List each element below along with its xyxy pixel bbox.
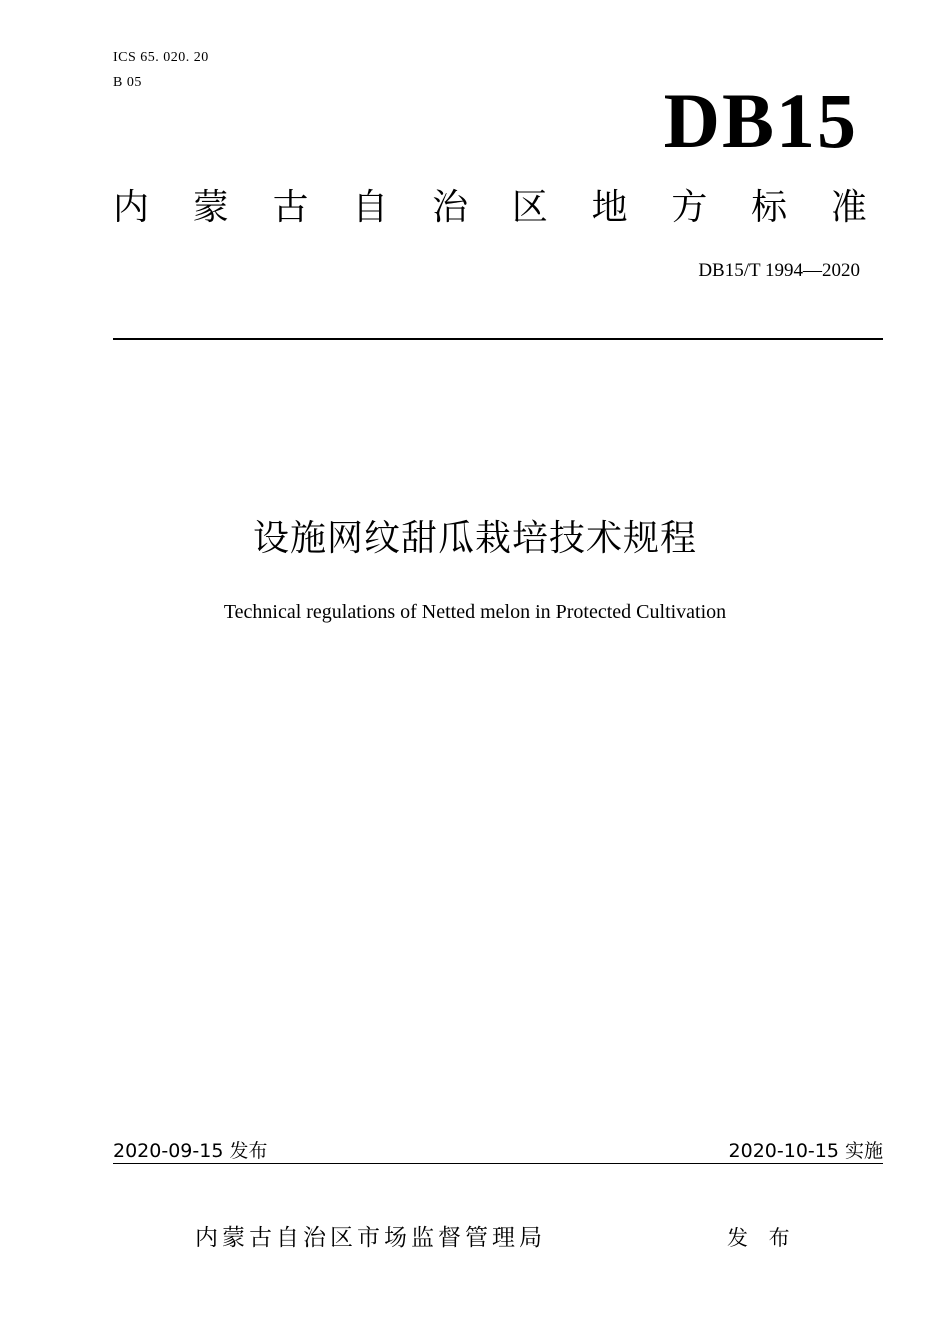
standard-number: DB15/T 1994—2020: [698, 260, 860, 281]
standard-type-char: 自: [352, 187, 389, 228]
standard-type-char: 方: [671, 187, 708, 228]
implementation-date: 2020-10-15 实施: [728, 1140, 883, 1162]
standard-logo: DB15: [663, 77, 858, 164]
standard-type-char: 古: [272, 187, 309, 228]
issue-date: 2020-09-15 发布: [113, 1140, 268, 1162]
publish-label: 发 布: [727, 1226, 794, 1250]
standard-type-heading: [113, 186, 867, 230]
ccs-code: B 05: [113, 75, 142, 90]
standard-type-char: 准: [830, 187, 867, 228]
standard-type-char: 蒙: [192, 187, 229, 228]
standard-type-char: 内: [113, 187, 150, 228]
ics-code: ICS 65. 020. 20: [113, 50, 209, 65]
header-divider: [113, 338, 883, 340]
standard-type-char: 区: [511, 187, 548, 228]
document-title-english: Technical regulations of Netted melon in Protected Cultivation: [223, 601, 727, 623]
footer-divider: [113, 1163, 883, 1164]
standard-type-char: 治: [432, 187, 469, 228]
issuing-authority: 内蒙古自治区市场监督管理局: [195, 1225, 546, 1251]
standard-type-char: 标: [751, 187, 788, 228]
standard-type-char: 地: [591, 187, 628, 228]
document-title-chinese: 设施网纹甜瓜栽培技术规程: [252, 518, 697, 559]
